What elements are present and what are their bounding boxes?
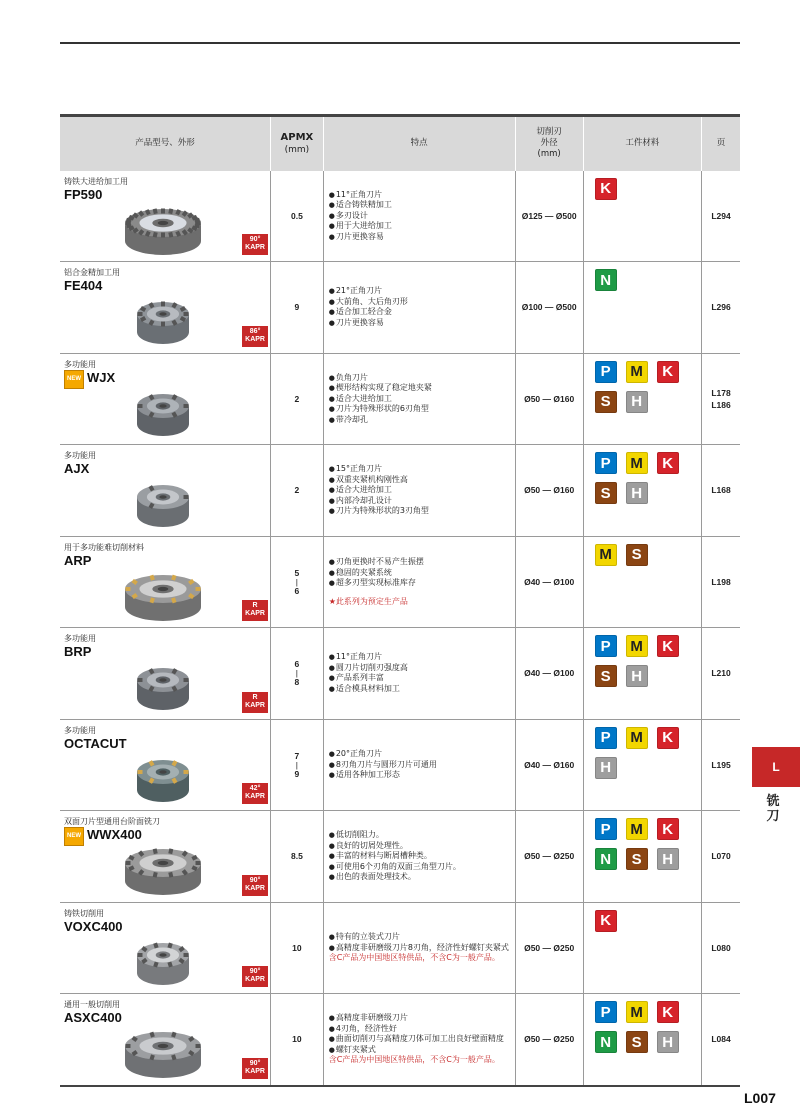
product-cell [60,445,271,537]
cutter-image [118,475,208,531]
material-row [595,848,701,870]
product-cell [60,811,271,903]
header-model: 产品型号、外形 [60,116,271,171]
features-cell [323,445,515,537]
page-ref-link[interactable]: L198 [711,576,731,587]
cutter-image [118,1024,208,1080]
apmx-value: 9 [294,768,300,779]
material-badge-s: S [626,848,648,870]
material-badge-n: N [595,848,617,870]
diameter-cell: Ø40 — Ø100 [515,628,583,720]
feature-list [329,286,515,328]
material-badge-k: K [657,635,679,657]
apmx-value: 8.5 [290,851,303,862]
material-badge-n: N [595,1031,617,1053]
features-cell [323,994,515,1086]
material-row [595,635,701,657]
page-number: L007 [744,1090,776,1106]
material-badge-s: S [595,482,617,504]
material-badge-h: H [657,1031,679,1053]
product-cell [60,536,271,628]
feature-item: ● 产品系列丰富 [329,673,515,684]
feature-item: ● 适合铸铁精加工 [329,200,515,211]
kapr-label: KAPR [245,335,265,343]
table-row [60,262,740,354]
kapr-label: KAPR [245,244,265,251]
material-badge-p: P [595,635,617,657]
kapr-badge [242,1058,268,1079]
apmx-cell [271,445,324,537]
page-ref-cell [702,353,740,445]
material-badge-h: H [626,665,648,687]
feature-list [329,464,515,517]
table-row [60,719,740,811]
feature-item: ● 15°正角刀片 [329,464,515,475]
material-row [595,665,701,687]
product-model [64,919,266,934]
kapr-angle: 90° [249,1059,261,1067]
feature-list [329,190,515,243]
materials-cell [583,445,701,537]
feature-item: ● 刀片为特殊形状的3刃角型 [329,506,515,517]
material-badge-h: H [657,848,679,870]
page-ref-link[interactable]: L070 [711,851,731,862]
material-badge-p: P [595,1001,617,1023]
apmx-value: 6 [294,585,300,596]
materials-cell [583,811,701,903]
material-row [595,757,701,779]
product-usage: 铝合金精加工用 [64,268,120,277]
product-info [60,994,270,1085]
product-cell [60,994,271,1086]
apmx-cell [271,536,324,628]
cutter-image [118,841,208,897]
feature-item: ● 楔形结构实现了稳定地夹紧 [329,383,515,394]
features-cell [323,353,515,445]
page-ref-cell [702,811,740,903]
material-badge-p: P [595,361,617,383]
product-usage: 多功能用 [64,634,96,643]
product-usage: 多功能用 [64,451,96,460]
table-row [60,171,740,262]
feature-item: ● 4刃角，经济性好 [329,1024,515,1035]
milling-cutter-table [60,114,740,1087]
features-cell [323,171,515,262]
cutter-image [118,384,208,440]
feature-list [329,830,515,883]
materials-cell [583,628,701,720]
apmx-cell [271,719,324,811]
product-usage: 通用一般切削用 [64,1000,120,1009]
feature-item: ● 刀片更换容易 [329,318,515,329]
feature-item: ● 适用各种加工形态 [329,770,515,781]
feature-item: ● 良好的切屑处理性。 [329,841,515,852]
page-ref-cell [702,171,740,262]
apmx-cell [271,902,324,994]
product-cell [60,171,271,262]
material-badge-m: M [626,361,648,383]
feature-item: ● 刀片为特殊形状的6刃角型 [329,404,515,415]
apmx-value: 7 [294,750,300,761]
kapr-badge [242,326,268,347]
material-badge-k: K [657,818,679,840]
material-row [595,727,701,749]
product-usage: 铸铁切削用 [64,908,104,918]
product-model [64,736,266,751]
features-cell [323,536,515,628]
supply-note: 含C产品为中国地区特供品，不含C为一般产品。 [328,953,500,962]
kapr-angle: 90° [249,968,261,975]
material-badge-k: K [657,452,679,474]
page-ref-link[interactable]: L080 [711,942,731,953]
feature-item: ● 21°正角刀片 [329,286,515,297]
material-row [595,391,701,413]
page-ref-cell [702,994,740,1086]
kapr-label: KAPR [245,793,265,800]
section-tab[interactable]: L [752,747,800,787]
material-badge-s: S [626,1031,648,1053]
page-ref-cell [702,536,740,628]
feature-item: ● 刀片更换容易 [329,232,515,243]
feature-item: ● 用于大进给加工 [329,221,515,232]
apmx-value: 10 [292,1034,302,1045]
product-cell [60,902,271,994]
kapr-label: KAPR [245,610,265,617]
range-bar: | [295,576,298,587]
material-badge-k: K [657,361,679,383]
feature-item: ● 超多刃型实现标准库存 [329,578,515,589]
kapr-label: KAPR [245,884,265,892]
model-name: FE404 [64,278,103,293]
product-cell [60,628,271,720]
apmx-value: 10 [292,942,302,953]
model-name: OCTACUT [64,735,127,751]
product-cell [60,719,271,811]
diameter-cell: Ø50 — Ø250 [515,902,583,994]
apmx-cell [271,811,324,903]
model-name: VOXC400 [64,918,123,934]
model-name: WWX400 [87,827,142,842]
feature-item: ● 出色的表面处理技术。 [329,872,515,883]
kapr-angle: 90° [249,876,261,884]
diameter-cell: Ø100 — Ø500 [515,262,583,354]
kapr-badge [242,875,268,896]
feature-item: ● 可使用6个刃角的双面三角型刀片。 [329,862,515,873]
materials-cell [583,262,701,354]
page-ref-cell [702,628,740,720]
table-row [60,902,740,994]
apmx-value: 6 [294,659,300,670]
feature-item: ● 大前角、大后角刃形 [329,297,515,308]
apmx-value: 2 [294,485,300,496]
material-row [595,482,701,504]
cutter-image [118,292,208,348]
feature-item: ● 8刃角刀片与圆形刀片可通用 [329,760,515,771]
apmx-cell [271,628,324,720]
model-name: WJX [87,369,116,385]
header-apmx: APMX (mm) [271,116,324,171]
cutter-image [118,658,208,714]
header-material: 工件材料 [583,116,701,171]
material-row [595,1001,701,1023]
top-rule [60,42,740,44]
feature-item: ● 带冷却孔 [329,415,515,426]
page-ref-cell [702,262,740,354]
feature-list [329,749,515,781]
page-ref-link[interactable]: L178 [711,387,731,398]
model-name: ARP [64,552,92,568]
product-cell [60,353,271,445]
apmx-value: 9 [294,302,300,313]
product-info [60,628,270,719]
feature-item: ● 20°正角刀片 [329,749,515,760]
material-badge-m: M [626,727,648,749]
material-badge-h: H [595,757,617,779]
product-model [64,187,266,202]
diameter-cell: Ø125 — Ø500 [515,171,583,262]
material-badge-k: K [657,1001,679,1023]
materials-cell [583,536,701,628]
kapr-angle: 90° [249,236,261,243]
feature-item: ● 高精度非研磨级刀片 [329,1013,515,1024]
kapr-angle: R [252,602,258,609]
feature-item: ● 多刃设计 [329,211,515,222]
kapr-angle: 42° [249,785,261,792]
header-features: 特点 [323,116,515,171]
diameter-cell: Ø50 — Ø250 [515,811,583,903]
model-name: ASXC400 [64,1010,122,1025]
product-info [60,811,270,902]
features-cell [323,628,515,720]
feature-item: ● 圆刀片切削刃强度高 [329,663,515,674]
diameter-cell: Ø50 — Ø160 [515,445,583,537]
product-model [64,553,266,568]
header-page: 页 [702,116,740,171]
kapr-badge [242,966,268,987]
feature-item: ● 高精度非研磨级刀片8刃角，经济性好螺钉夹紧式 [329,943,515,954]
product-model [64,644,266,659]
page-ref-cell [702,719,740,811]
table-header [60,116,740,171]
feature-list [329,1013,515,1055]
material-badge-p: P [595,818,617,840]
kapr-label: KAPR [245,1067,265,1075]
material-badge-s: S [595,665,617,687]
product-model [64,1010,266,1025]
material-row [595,544,701,566]
supply-note: 含C产品为中国地区特供品，不含C为一般产品。 [328,1055,500,1064]
material-badge-m: M [626,818,648,840]
feature-item: ● 适合模具材料加工 [329,684,515,695]
apmx-cell [271,353,324,445]
feature-item: ● 丰富的材料与断屑槽种类。 [329,851,515,862]
material-badge-n: N [595,269,617,291]
page-ref-link[interactable]: L084 [711,1034,731,1045]
product-usage: 多功能用 [64,359,96,369]
material-row [595,178,701,200]
material-badge-m: M [626,452,648,474]
kapr-badge [242,783,268,804]
model-name: BRP [64,644,92,659]
feature-item: ● 刃角更换时不易产生振摆 [329,557,515,568]
features-cell [323,902,515,994]
product-info [60,537,270,628]
materials-cell [583,902,701,994]
cutter-image [118,750,208,806]
page-ref-link[interactable]: L195 [711,759,731,770]
feature-list [329,557,515,589]
feature-item: ● 11°正角刀片 [329,652,515,663]
diameter-cell: Ø50 — Ø250 [515,994,583,1086]
kapr-angle: 86° [249,327,261,335]
product-info [60,354,270,445]
material-badge-h: H [626,482,648,504]
kapr-badge [242,234,268,255]
product-info [60,720,270,811]
diameter-cell: Ø40 — Ø160 [515,719,583,811]
range-bar: | [295,668,298,679]
product-usage: 多功能用 [64,725,96,735]
material-badge-m: M [626,1001,648,1023]
apmx-value: 8 [294,677,300,688]
product-usage: 铸铁大进给加工用 [64,176,128,186]
table-row [60,445,740,537]
kapr-badge [242,600,268,621]
product-cell [60,262,271,354]
materials-cell [583,171,701,262]
new-badge: NEW [64,827,84,846]
material-row [595,910,701,932]
page-ref-link[interactable]: L168 [711,485,731,496]
materials-cell [583,719,701,811]
page-ref-cell [702,445,740,537]
model-name: FP590 [64,186,103,202]
feature-item: ● 稳固的夹紧系统 [329,568,515,579]
diameter-cell: Ø50 — Ø160 [515,353,583,445]
material-badge-m: M [595,544,617,566]
page-ref-link[interactable]: L210 [711,668,731,679]
material-row [595,452,701,474]
diameter-cell: Ø40 — Ø100 [515,536,583,628]
apmx-cell [271,262,324,354]
feature-item: ● 低切削阻力。 [329,830,515,841]
model-name: AJX [64,461,90,476]
materials-cell [583,353,701,445]
feature-list [329,373,515,426]
product-info [60,171,270,262]
material-badge-s: S [595,391,617,413]
cutter-image [118,567,208,623]
feature-item: ● 内部冷却孔设计 [329,496,515,507]
header-diameter: 切削刃 外径 (mm) [515,116,583,171]
material-row [595,818,701,840]
feature-list [329,652,515,694]
new-badge: NEW [64,370,84,389]
page-ref-link[interactable]: L296 [711,302,731,313]
feature-item: ● 特有的立装式刀片 [329,932,515,943]
product-usage: 双面刀片型通用台阶面铣刀 [64,817,160,826]
product-info [60,262,270,353]
material-badge-k: K [595,910,617,932]
apmx-value: 2 [294,393,300,404]
materials-cell [583,994,701,1086]
kapr-label: KAPR [245,701,265,709]
page-ref-link[interactable]: L294 [711,210,731,221]
material-badge-p: P [595,452,617,474]
features-cell [323,262,515,354]
table-row [60,353,740,445]
feature-item: ● 11°正角刀片 [329,190,515,201]
product-model [64,461,266,476]
material-row [595,1031,701,1053]
table-row [60,628,740,720]
cutter-image [118,933,208,989]
range-bar: | [295,759,298,770]
material-row [595,361,701,383]
material-badge-m: M [626,635,648,657]
table-row [60,536,740,628]
material-badge-k: K [657,727,679,749]
material-badge-k: K [595,178,617,200]
feature-item: ● 负角刀片 [329,373,515,384]
product-info [60,445,270,536]
cutter-image [118,201,208,257]
feature-item: ● 双重夹紧机构刚性高 [329,475,515,486]
feature-item: ● 适合大进给加工 [329,394,515,405]
feature-item: ● 适合加工轻合金 [329,307,515,318]
features-cell [323,719,515,811]
page-ref-link[interactable]: L186 [711,399,731,410]
table-row [60,811,740,903]
apmx-cell [271,994,324,1086]
kapr-label: KAPR [245,976,265,983]
product-usage: 用于多功能难切削材料 [64,542,144,552]
material-badge-h: H [626,391,648,413]
feature-list [329,932,515,953]
kapr-angle: R [252,693,258,701]
product-info [60,903,270,994]
table-row [60,994,740,1086]
production-note: ★此系列为预定生产品 [328,596,408,606]
product-model [64,278,266,293]
apmx-value: 5 [294,567,300,578]
apmx-cell [271,171,324,262]
features-cell [323,811,515,903]
section-label: 铣刀 [766,794,780,824]
material-row [595,269,701,291]
page-ref-cell [702,902,740,994]
apmx-value: 0.5 [290,210,303,221]
material-badge-p: P [595,727,617,749]
feature-item: ● 曲面切削刃与高精度刀体可加工出良好壁面精度 [329,1034,515,1045]
feature-item: ● 螺钉夹紧式 [329,1045,515,1056]
kapr-badge [242,692,268,713]
feature-item: ● 适合大进给加工 [329,485,515,496]
material-badge-s: S [626,544,648,566]
